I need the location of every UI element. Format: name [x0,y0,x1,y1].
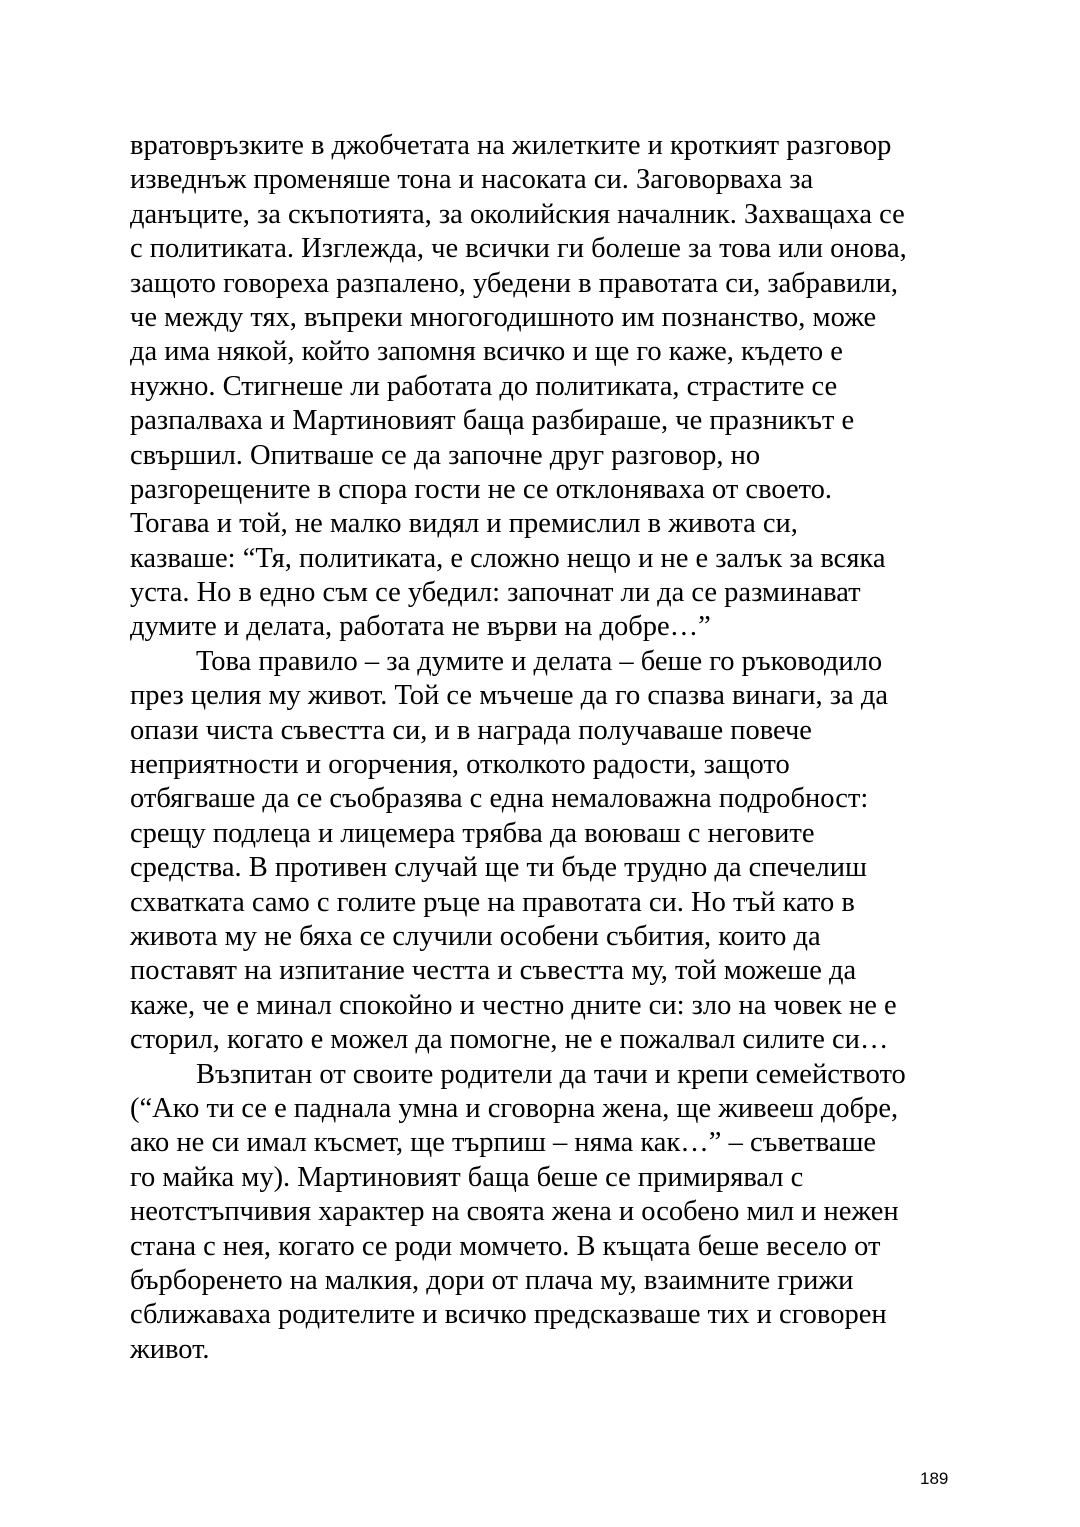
text-line: думите и делата, работата не върви на добре…” [130,611,711,643]
text-line: сторил, когато е можел да помогне, не е пожалвал силите си… [130,1024,889,1056]
text-line: каже, че е минал спокойно и честно дните си: зло на човек не е [130,989,897,1021]
text-line: изведнъж променяше тона и насоката си. Заговорваха за [130,164,814,196]
text-line: през целия му живот. Той се мъчеше да го спазва винаги, за да [130,680,888,712]
page-number: 189 [920,1469,949,1488]
text-line: бърборенето на малкия, дори от плача му, взаимните грижи [130,1264,854,1296]
text-line: защото говореха разпалено, убедени в правотата си, забравили, [130,267,899,299]
text-line: (“Ако ти се е паднала умна и сговорна жена, ще живееш добре, [130,1092,899,1124]
text-line: ако не си имал късмет, ще търпиш – няма как…” – съветваше [130,1127,877,1159]
text-line: че между тях, въпреки многогодишното им познанство, може [130,301,877,333]
text-line: опази чиста съвестта си, и в награда получаваше повече [130,714,812,746]
text-line: неприятности и огорчения, отколкото радости, защото [130,749,790,781]
text-line: срещу подлеца и лицемера трябва да воюваш с неговите [130,817,815,849]
text-line: отбягваше да се съобразява с една немаловажна подробност: [130,783,869,815]
text-line: го майка му). Мартиновият баща беше се примирявал с [130,1161,804,1193]
text-line: стана с нея, когато се роди момчето. В къщата беше весело от [130,1230,881,1262]
text-line: данъците, за скъпотията, за околийския началник. Захващаха се [130,198,905,230]
text-line: вратовръзките в джобчетата на жилетките и кроткият разговор [130,130,892,161]
text-line: средства. В противен случай ще ти бъде трудно да спечелиш [130,852,867,884]
text-line: нужно. Стигнеше ли работата до политиката, страстите се [130,370,838,402]
text-line: схватката само с голите ръце на правотата си. Но тъй като в [130,886,855,918]
text-line: да има някой, който запомня всичко и ще го каже, където е [130,336,843,368]
paragraph-first-line: Възпитан от своите родители да тачи и крепи семейството [196,1058,906,1090]
text-line: разпалваха и Мартиновият баща разбираше, че празникът е [130,405,855,437]
text-line: свършил. Опитваше се да започне друг разговор, но [130,439,761,471]
text-line: неотстъпчивия характер на своята жена и особено мил и нежен [130,1196,899,1228]
text-line: Тогава и той, не малко видял и премислил в живота си, [130,508,798,540]
text-line: живот. [130,1333,210,1365]
text-line: живота му не бяха се случили особени събития, които да [130,920,821,952]
paragraph-first-line: Това правило – за думите и делата – беше го ръководило [196,645,883,677]
text-line: сближаваха родителите и всичко предсказваше тих и сговорен [130,1299,887,1331]
body-text [130,129,960,1367]
text-line: разгорещените в спора гости не се отклоняваха от своето. [130,473,833,505]
text-line: с политиката. Изглежда, че всички ги болеше за това или онова, [130,233,907,265]
text-line: казваше: “Тя, политиката, е сложно нещо и не е залък за всяка [130,542,886,574]
text-line: поставят на изпитание честта и съвестта му, той можеше да [130,955,857,987]
text-line: уста. Но в едно съм се убедил: започнат ли да се разминават [130,577,861,609]
